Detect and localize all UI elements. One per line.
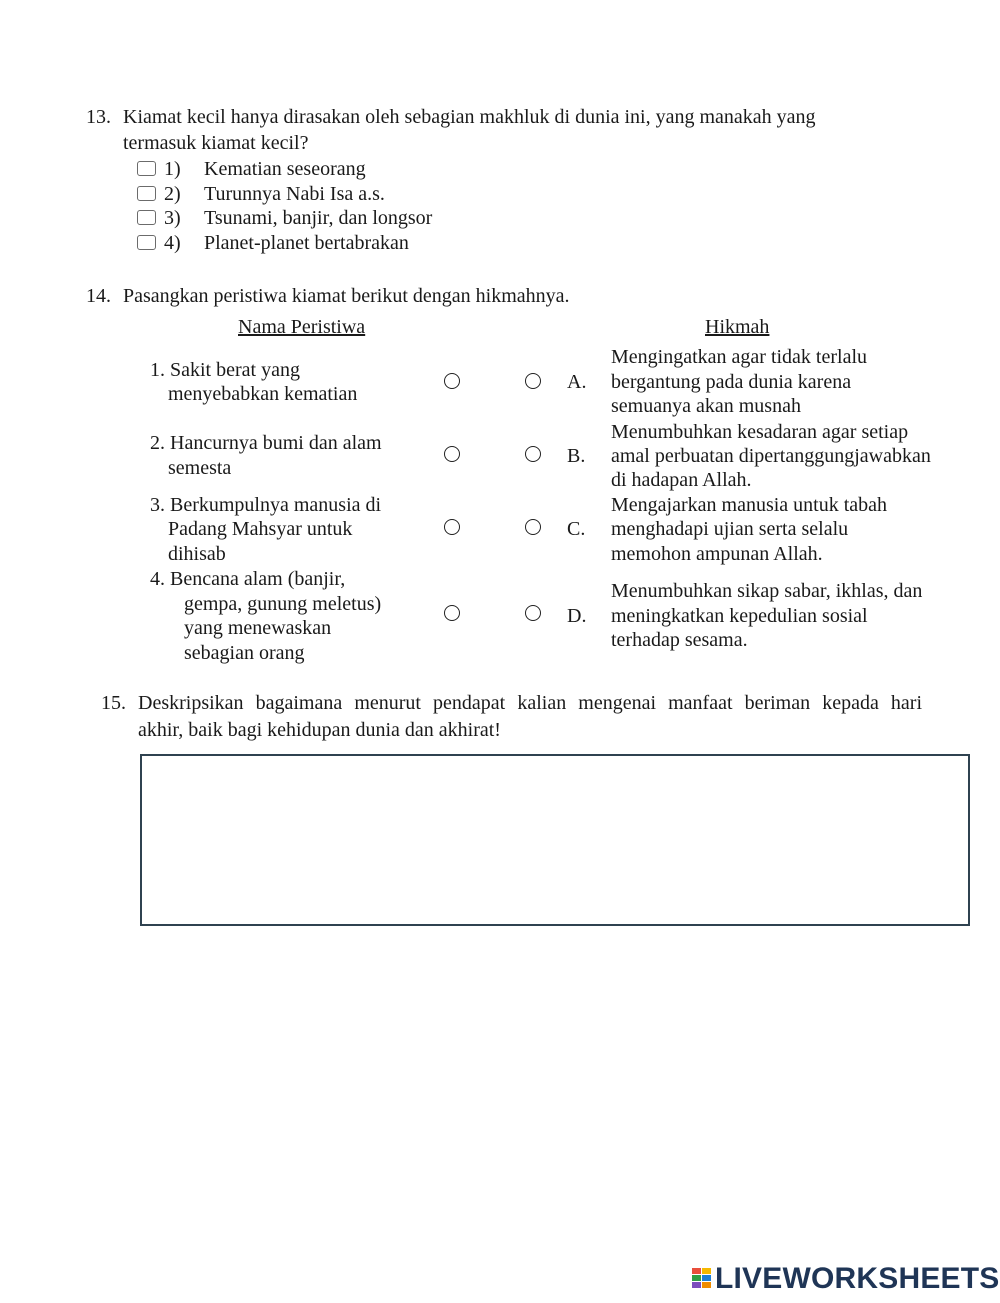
event-line: 4. Bencana alam (banjir, — [150, 568, 346, 590]
wisdom-letter: D. — [567, 605, 587, 627]
left-column-header: Nama Peristiwa — [238, 316, 366, 338]
checkbox[interactable] — [137, 210, 156, 225]
option-number: 2) — [164, 183, 181, 205]
wisdom-line: amal perbuatan dipertanggungjawabkan — [611, 445, 931, 467]
wisdom-line: Mengajarkan manusia untuk tabah — [611, 494, 888, 516]
question-14-number: 14. — [86, 285, 111, 307]
wisdom-line: bergantung pada dunia karena — [611, 371, 852, 393]
wisdom-letter: B. — [567, 445, 586, 467]
left-connector-3[interactable] — [444, 519, 460, 535]
checkbox[interactable] — [137, 235, 156, 250]
wisdom-letter: A. — [567, 371, 587, 393]
event-line: 3. Berkumpulnya manusia di — [150, 494, 382, 516]
wisdom-line: memohon ampunan Allah. — [611, 543, 823, 565]
event-line: semesta — [168, 457, 232, 479]
wisdom-line: di hadapan Allah. — [611, 469, 752, 491]
option-number: 1) — [164, 158, 181, 180]
option-label: Tsunami, banjir, dan longsor — [204, 207, 433, 229]
logo-block — [692, 1282, 701, 1288]
question-15-text-line2: akhir, baik bagi kehidupan dunia dan akhirat! — [138, 719, 501, 741]
wisdom-line: semuanya akan musnah — [611, 395, 801, 417]
event-line: 1. Sakit berat yang — [150, 359, 300, 381]
checkbox[interactable] — [137, 186, 156, 201]
question-13-text-line1: Kiamat kecil hanya dirasakan oleh sebagian makhluk di dunia ini, yang manakah yang — [123, 106, 816, 128]
option-label: Turunnya Nabi Isa a.s. — [204, 183, 385, 205]
left-connector-4[interactable] — [444, 605, 460, 621]
right-connector-b[interactable] — [525, 446, 541, 462]
question-13-text-line2: termasuk kiamat kecil? — [123, 132, 309, 154]
wisdom-line: meningkatkan kepedulian sosial — [611, 605, 868, 627]
wisdom-line: terhadap sesama. — [611, 629, 748, 651]
right-connector-d[interactable] — [525, 605, 541, 621]
question-15-number: 15. — [101, 692, 126, 714]
logo-text: LIVEWORKSHEETS — [715, 1262, 1000, 1295]
right-column-header: Hikmah — [705, 316, 770, 338]
question-14-text: Pasangkan peristiwa kiamat berikut dengan hikmahnya. — [123, 285, 570, 307]
event-line: menyebabkan kematian — [168, 383, 358, 405]
logo-block — [702, 1275, 711, 1281]
left-connector-1[interactable] — [444, 373, 460, 389]
logo-block — [692, 1268, 701, 1274]
wisdom-letter: C. — [567, 518, 586, 540]
question-13-number: 13. — [86, 106, 111, 128]
wisdom-line: Mengingatkan agar tidak terlalu — [611, 346, 868, 368]
event-line: yang menewaskan — [184, 617, 332, 639]
checkbox[interactable] — [137, 161, 156, 176]
logo-block — [702, 1268, 711, 1274]
option-number: 3) — [164, 207, 181, 229]
event-line: dihisab — [168, 543, 226, 565]
logo-block — [692, 1275, 701, 1281]
answer-textbox[interactable] — [140, 754, 970, 926]
event-line: gempa, gunung meletus) — [184, 593, 382, 615]
event-line: sebagian orang — [184, 642, 305, 664]
option-number: 4) — [164, 232, 181, 254]
logo-block — [702, 1282, 711, 1288]
wisdom-line: Menumbuhkan kesadaran agar setiap — [611, 421, 909, 443]
question-15-text-line1: Deskripsikan bagaimana menurut pendapat kalian mengenai manfaat beriman kepada hari — [138, 692, 922, 714]
wisdom-line: Menumbuhkan sikap sabar, ikhlas, dan — [611, 580, 923, 602]
wisdom-line: menghadapi ujian serta selalu — [611, 518, 849, 540]
option-label: Planet-planet bertabrakan — [204, 232, 409, 254]
right-connector-a[interactable] — [525, 373, 541, 389]
option-label: Kematian seseorang — [204, 158, 366, 180]
event-line: Padang Mahsyar untuk — [168, 518, 353, 540]
left-connector-2[interactable] — [444, 446, 460, 462]
right-connector-c[interactable] — [525, 519, 541, 535]
event-line: 2. Hancurnya bumi dan alam — [150, 432, 382, 454]
